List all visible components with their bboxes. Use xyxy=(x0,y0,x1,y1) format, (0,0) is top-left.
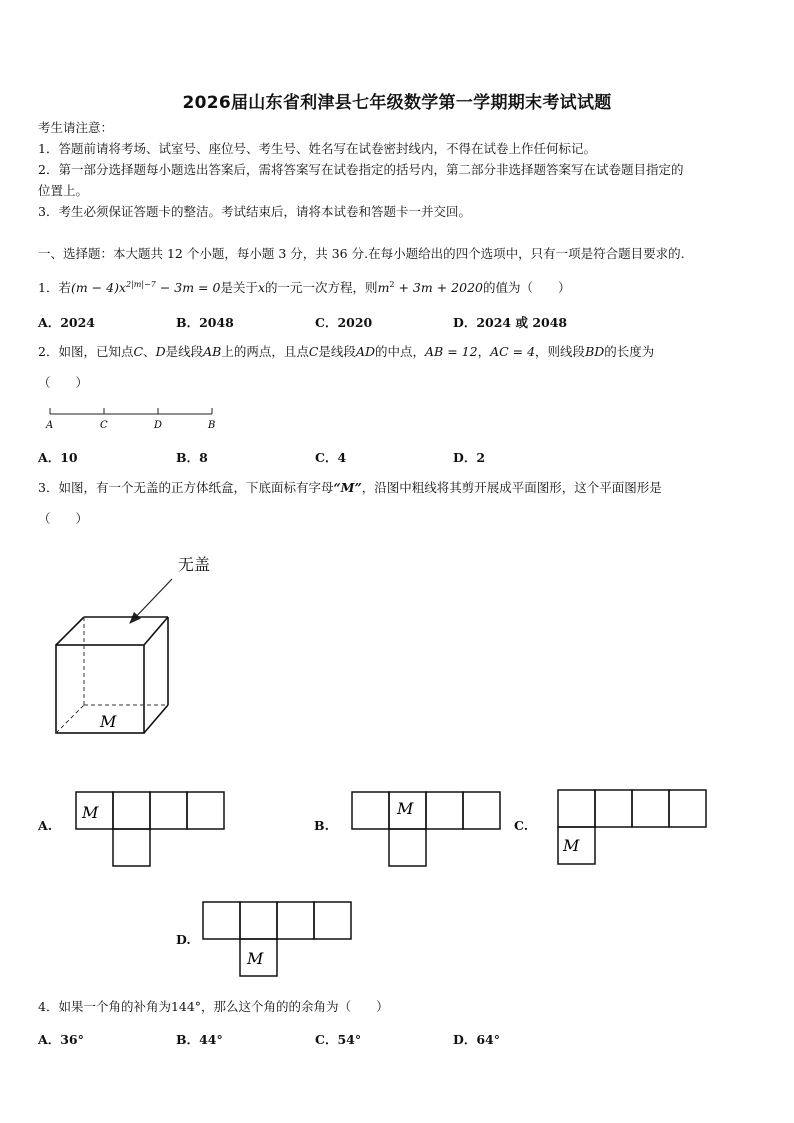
q2-label-b: B xyxy=(208,420,216,431)
q1-mid2: 的一元一次方程，则 xyxy=(265,280,378,296)
q2-segment-figure xyxy=(40,400,230,436)
q3-net-c-cell-4 xyxy=(669,790,706,827)
q1-expr1: (m − 4)x xyxy=(70,280,126,296)
q2-text-b: 是线段 xyxy=(165,344,204,359)
q3-text-a: 3．如图，有一个无盖的正方体纸盒，下底面标有字母 xyxy=(38,480,334,495)
q2-label-c: C xyxy=(100,420,108,431)
notice-heading: 考生请注意： xyxy=(38,120,114,135)
q2-point-d: D xyxy=(155,344,166,359)
q2-option-b[interactable]: B．8 xyxy=(176,450,208,465)
q1-var: x xyxy=(257,280,266,296)
q2-sep: 、 xyxy=(143,344,156,359)
q2-text-c: 上的两点，且点 xyxy=(221,344,309,359)
q3-net-d[interactable] xyxy=(201,900,353,982)
q1-expr3: m xyxy=(377,280,390,296)
q4-option-b[interactable]: B．44° xyxy=(176,1032,223,1047)
q2-comma: ， xyxy=(477,344,491,359)
q1-number: 1． xyxy=(38,280,59,296)
q3-letter: “M” xyxy=(333,480,362,495)
q2-text-f: ，则线段 xyxy=(535,344,586,359)
question-4: 4．如果一个角的补角为144°，那么这个角的的余角为（ ） xyxy=(38,999,389,1014)
q3-net-d-cell-2 xyxy=(240,902,277,939)
q3-cube-m: M xyxy=(100,712,117,731)
notice-item-2-cont: 位置上。 xyxy=(38,183,89,198)
q2-label-a: A xyxy=(46,420,54,431)
q3-cube-edge-5 xyxy=(144,705,168,733)
q2-label-d: D xyxy=(154,420,163,431)
q3-net-b-cell-4 xyxy=(463,792,500,829)
q3-net-a-cell-5 xyxy=(113,829,150,866)
q3-cube-edge-2 xyxy=(144,617,168,645)
q4-option-d[interactable]: D．64° xyxy=(453,1032,500,1047)
q2-text-a: 2．如图，已知点 xyxy=(38,344,134,359)
q4-option-c[interactable]: C．54° xyxy=(315,1032,362,1047)
q3-cube-hidden-3 xyxy=(56,705,84,733)
q2-eq2: AC = 4 xyxy=(490,344,536,359)
q2-segment-bd: BD xyxy=(585,344,605,359)
q3-option-d[interactable]: D. xyxy=(176,932,191,947)
q1-expr2: − 3m = 0 xyxy=(155,280,221,296)
q2-option-a[interactable]: A．10 xyxy=(38,450,78,465)
q3-paren: （ ） xyxy=(38,511,89,526)
q4-option-a[interactable]: A．36° xyxy=(38,1032,84,1047)
q3-text-b: ，沿图中粗线将其剪开展成平面图形，这个平面图形是 xyxy=(361,480,662,495)
q3-net-c-cell-2 xyxy=(595,790,632,827)
q2-text-d: 是线段 xyxy=(318,344,356,359)
q3-net-d-cell-3 xyxy=(277,902,314,939)
q1-post: 的值为（ ） xyxy=(482,280,571,296)
q2-point-c2: C xyxy=(308,344,319,359)
q2-point-c: C xyxy=(133,344,144,359)
question-3 xyxy=(38,479,662,497)
q3-net-c[interactable] xyxy=(556,788,708,870)
q2-option-c[interactable]: C．4 xyxy=(315,450,347,465)
q2-option-d[interactable]: D．2 xyxy=(453,450,486,465)
question-2 xyxy=(38,343,654,361)
q3-option-c[interactable]: C. xyxy=(514,818,529,833)
notice-item-2: 2．第一部分选择题每小题选出答案后，需将答案写在试卷指定的括号内，第二部分非选择题答案写在试卷题目指定的 xyxy=(38,162,684,177)
q3-net-b-cell-5 xyxy=(389,829,426,866)
section-heading: 一、选择题：本大题共 12 个小题，每小题 3 分，共 36 分.在每小题给出的四个选项中，只有一项是符合题目要求的. xyxy=(38,246,685,261)
q1-mid: 是关于 xyxy=(220,280,258,296)
q3-lid-label: 无盖 xyxy=(178,555,211,574)
q3-option-a[interactable]: A. xyxy=(38,818,53,833)
q1-option-a[interactable]: A．2024 xyxy=(38,315,95,330)
q2-text-g: 的长度为 xyxy=(604,344,655,359)
q1-exponent: 2|m|−7 xyxy=(126,280,156,289)
q2-paren: （ ） xyxy=(38,375,89,390)
notice-item-1: 1．答题前请将考场、试室号、座位号、考生号、姓名写在试卷密封线内，不得在试卷上作任何标记。 xyxy=(38,141,596,156)
q3-net-c-cell-1 xyxy=(558,790,595,827)
q3-net-b[interactable] xyxy=(350,790,502,872)
q3-net-a-cell-4 xyxy=(187,792,224,829)
page-title: 2026届山东省利津县七年级数学第一学期期末考试试题 xyxy=(182,93,612,113)
q1-option-d[interactable]: D．2024 或 2048 xyxy=(453,315,568,330)
q3-cube-figure xyxy=(50,575,180,740)
q3-net-c-m: M xyxy=(563,836,580,855)
q1-expr4: + 3m + 2020 xyxy=(394,280,483,296)
q3-net-a[interactable] xyxy=(74,790,226,872)
q3-net-a-m: M xyxy=(82,803,99,822)
question-1 xyxy=(38,276,571,297)
q3-option-b[interactable]: B. xyxy=(314,818,329,833)
q1-exponent2: 2 xyxy=(389,280,395,289)
q3-net-d-cell-4 xyxy=(314,902,351,939)
q2-segment-ad: AD xyxy=(355,344,375,359)
q1-option-c[interactable]: C．2020 xyxy=(315,315,373,330)
q1-pre: 若 xyxy=(58,280,71,296)
q3-net-c-cell-3 xyxy=(632,790,669,827)
q3-net-d-m: M xyxy=(247,949,264,968)
q3-cube-edge-1 xyxy=(56,617,84,645)
notice-item-3: 3．考生必须保证答题卡的整洁。考试结束后，请将本试卷和答题卡一并交回。 xyxy=(38,204,471,219)
q2-text-e: 的中点， xyxy=(375,344,426,359)
q2-segment-ab: AB xyxy=(203,344,222,359)
q1-option-b[interactable]: B．2048 xyxy=(176,315,234,330)
q2-eq1: AB = 12 xyxy=(425,344,478,359)
q3-net-a-cell-3 xyxy=(150,792,187,829)
q3-net-a-cell-2 xyxy=(113,792,150,829)
q3-net-b-m: M xyxy=(397,799,414,818)
q3-net-b-cell-1 xyxy=(352,792,389,829)
q3-net-b-cell-3 xyxy=(426,792,463,829)
q3-net-d-cell-1 xyxy=(203,902,240,939)
